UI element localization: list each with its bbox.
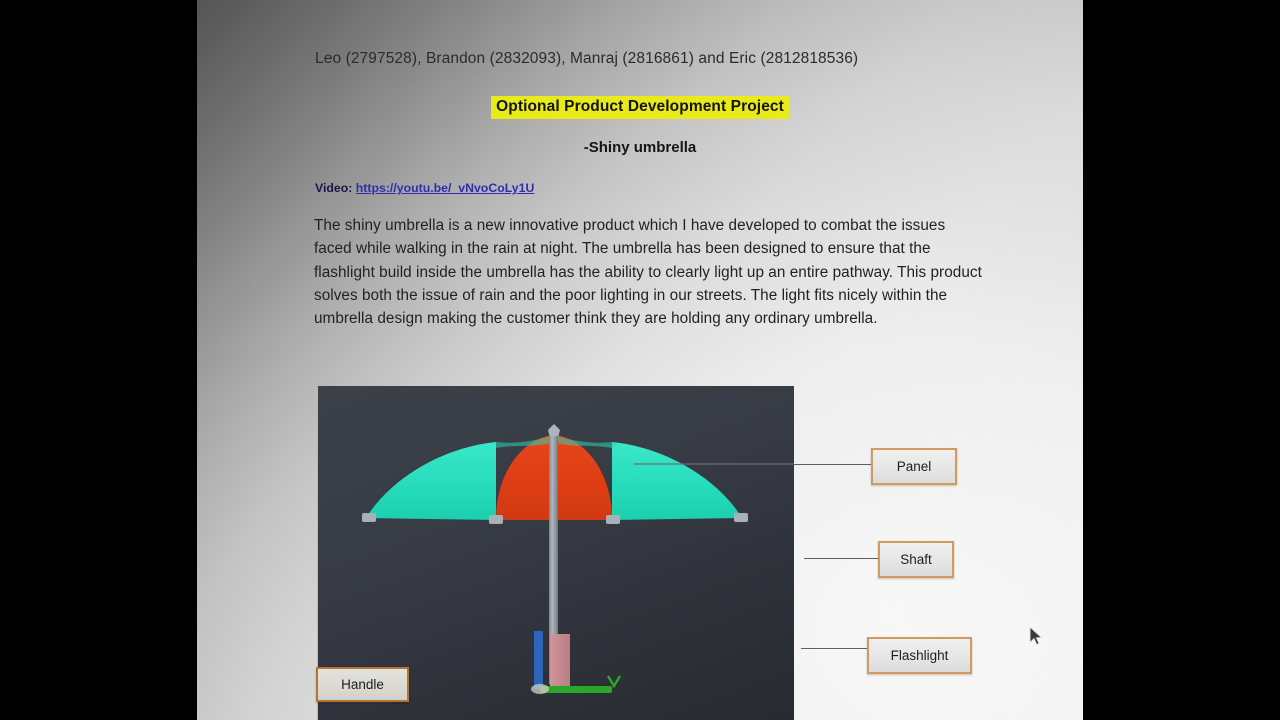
flashlight-leader-line xyxy=(801,648,867,649)
document-page xyxy=(197,0,1083,720)
video-link-line xyxy=(315,181,534,195)
base-bracket xyxy=(608,676,620,686)
canopy-panel-right xyxy=(612,442,742,520)
page-subtitle: -Shiny umbrella xyxy=(583,139,697,156)
handle-cap xyxy=(531,684,549,694)
rib-tip-2 xyxy=(489,515,503,524)
callout-handle-label: Handle xyxy=(341,677,384,692)
canopy-panel-left xyxy=(366,442,496,520)
body-paragraph: The shiny umbrella is a new innovative product which I have developed to combat the issues faced while walking in the rain at night. The umbrella has been designed to ensure that the flashlight build inside the umbrella has the ability to clearly light up an entire pathway. This product solves both the issue of rain and the poor lighting in our streets. The light fits nicely within the umbrella design making the customer think they are holding any ordinary umbrella. xyxy=(314,217,982,328)
shaft-leader-line xyxy=(804,558,878,559)
rib-tip-3 xyxy=(606,515,620,524)
callout-shaft-label: Shaft xyxy=(900,552,932,567)
callout-panel[interactable] xyxy=(871,448,957,485)
letterbox-left xyxy=(0,0,197,720)
letterbox-right xyxy=(1083,0,1280,720)
callout-handle[interactable] xyxy=(316,667,409,702)
rib-tip-1 xyxy=(362,513,376,522)
callout-flashlight[interactable] xyxy=(867,637,972,674)
page-title xyxy=(197,96,1083,119)
base-bar xyxy=(540,686,612,693)
callout-shaft[interactable] xyxy=(878,541,954,578)
authors-line: Leo (2797528), Brandon (2832093), Manraj (2816861) and Eric (2812818536) xyxy=(315,50,859,67)
battery-pack xyxy=(534,631,543,689)
panel-leader-line xyxy=(794,464,871,465)
callout-panel-label: Panel xyxy=(896,459,932,474)
page-title-text: Optional Product Development Project xyxy=(491,96,789,119)
video-link[interactable]: https://youtu.be/_vNvoCoLy1U xyxy=(355,181,535,195)
rib-tip-4 xyxy=(734,513,748,522)
callout-flashlight-label: Flashlight xyxy=(890,648,949,663)
canopy-finial xyxy=(548,424,560,438)
mouse-cursor xyxy=(1029,626,1043,646)
flashlight-body xyxy=(550,634,570,687)
video-label: Video: xyxy=(315,181,353,195)
